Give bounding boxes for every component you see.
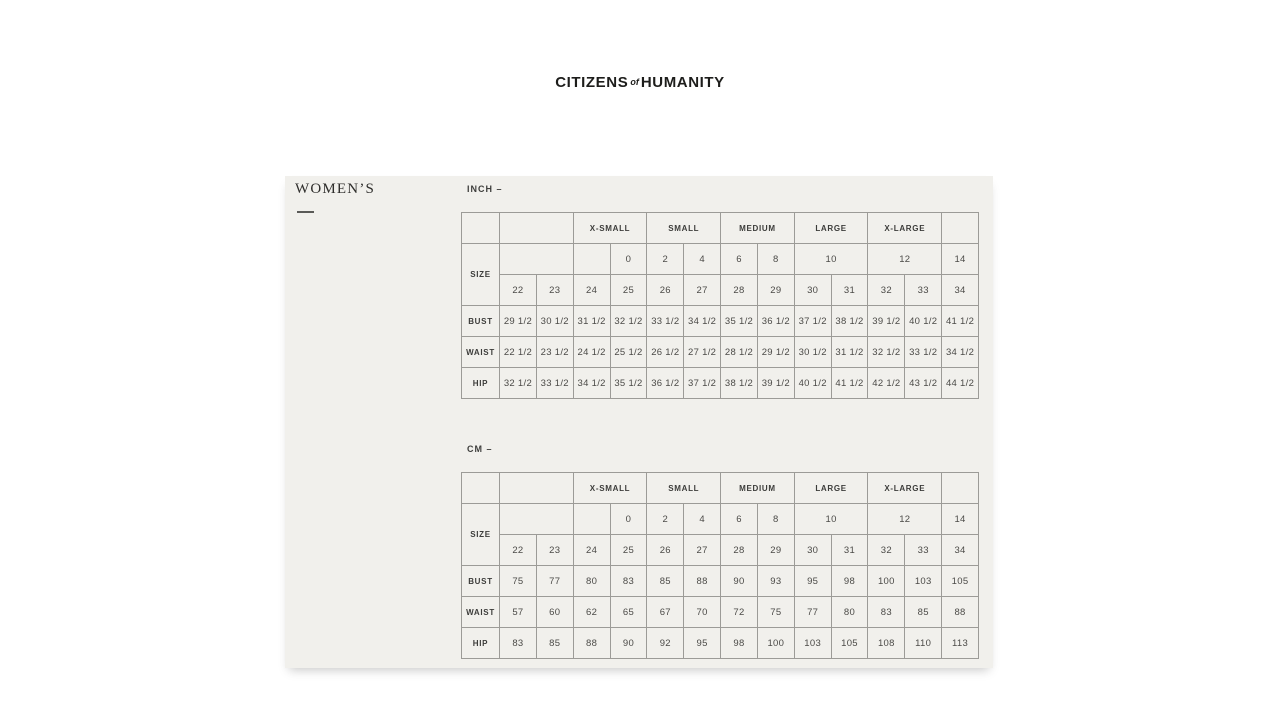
waist-value-cell: 27 1/2 [684,337,721,368]
hip-value-cell: 90 [610,628,647,659]
numeric-size-cell: 0 [610,244,647,275]
numeric-size-cell: 14 [942,244,979,275]
waist-label-cell: WAIST [462,597,500,628]
letter-size-cell: 31 [831,535,868,566]
group-header-x-large: X-LARGE [868,473,942,504]
bust-value-cell: 75 [500,566,537,597]
waist-value-cell: 33 1/2 [905,337,942,368]
hip-value-cell: 105 [831,628,868,659]
group-empty-left-cell [500,213,574,244]
hip-row [462,368,979,399]
waist-value-cell: 23 1/2 [536,337,573,368]
waist-value-cell: 77 [794,597,831,628]
letter-size-cell: 24 [573,275,610,306]
bust-value-cell: 40 1/2 [905,306,942,337]
size-label-cell: SIZE [462,244,500,306]
hip-value-cell: 108 [868,628,905,659]
numeric-size-cell: 4 [684,244,721,275]
group-header-x-small: X-SMALL [573,213,647,244]
hip-value-cell: 42 1/2 [868,368,905,399]
bust-value-cell: 36 1/2 [757,306,794,337]
cm-chart-block [461,444,979,659]
letter-size-cell: 33 [905,535,942,566]
letter-size-cell: 24 [573,535,610,566]
numeric-size-cell: 10 [794,504,868,535]
inch-unit-label: INCH – [467,184,503,194]
bust-value-cell: 90 [721,566,758,597]
waist-value-cell: 24 1/2 [573,337,610,368]
waist-value-cell: 67 [647,597,684,628]
hip-label-cell: HIP [462,368,500,399]
bust-value-cell: 85 [647,566,684,597]
waist-value-cell: 83 [868,597,905,628]
waist-value-cell: 60 [536,597,573,628]
group-header-x-large: X-LARGE [868,213,942,244]
hip-value-cell: 113 [942,628,979,659]
group-empty-left-cell [500,473,574,504]
bust-value-cell: 32 1/2 [610,306,647,337]
bust-value-cell: 77 [536,566,573,597]
logo-of-text: of [630,77,639,87]
letter-size-cell: 29 [757,535,794,566]
numeric-size-cell: 8 [757,244,794,275]
letter-size-row [462,275,979,306]
bust-value-cell: 37 1/2 [794,306,831,337]
numeric-size-cell: 2 [647,504,684,535]
waist-value-cell: 62 [573,597,610,628]
numeric-size-cell: 14 [942,504,979,535]
inch-table-mount [461,212,979,399]
hip-value-cell: 103 [794,628,831,659]
hip-value-cell: 34 1/2 [573,368,610,399]
bust-value-cell: 93 [757,566,794,597]
size-label-cell: SIZE [462,504,500,566]
waist-value-cell: 75 [757,597,794,628]
letter-size-cell: 23 [536,275,573,306]
bust-value-cell: 105 [942,566,979,597]
waist-value-cell: 28 1/2 [721,337,758,368]
hip-value-cell: 32 1/2 [500,368,537,399]
numeric-size-cell: 12 [868,244,942,275]
sidebar-item-womens[interactable]: WOMEN’S [295,181,376,197]
group-header-medium: MEDIUM [721,473,795,504]
waist-value-cell: 88 [942,597,979,628]
hip-value-cell: 95 [684,628,721,659]
hip-value-cell: 41 1/2 [831,368,868,399]
bust-value-cell: 38 1/2 [831,306,868,337]
bust-label-cell: BUST [462,306,500,337]
letter-size-cell: 34 [942,535,979,566]
hip-value-cell: 100 [757,628,794,659]
letter-size-row [462,535,979,566]
bust-value-cell: 100 [868,566,905,597]
bust-value-cell: 29 1/2 [500,306,537,337]
waist-value-cell: 72 [721,597,758,628]
bust-value-cell: 41 1/2 [942,306,979,337]
group-empty-right-cell [942,473,979,504]
waist-row [462,597,979,628]
logo-citizens-text: CITIZENS [555,74,629,91]
inch-size-table [461,212,979,399]
hip-value-cell: 39 1/2 [757,368,794,399]
letter-size-cell: 26 [647,535,684,566]
sidebar [295,181,375,213]
group-header-large: LARGE [794,213,868,244]
numeric-size-cell: 12 [868,504,942,535]
bust-value-cell: 30 1/2 [536,306,573,337]
bust-value-cell: 31 1/2 [573,306,610,337]
hip-value-cell: 85 [536,628,573,659]
hip-value-cell: 40 1/2 [794,368,831,399]
cm-size-table [461,472,979,659]
numeric-size-cell: 6 [721,504,758,535]
group-header-row [462,213,979,244]
bust-row [462,566,979,597]
letter-size-cell: 32 [868,275,905,306]
waist-value-cell: 57 [500,597,537,628]
hip-value-cell: 110 [905,628,942,659]
letter-size-cell: 32 [868,535,905,566]
waist-row [462,337,979,368]
numeric-size-cell [500,244,574,275]
charts-area [461,184,979,659]
hip-value-cell: 33 1/2 [536,368,573,399]
group-header-row [462,473,979,504]
hip-value-cell: 35 1/2 [610,368,647,399]
bust-value-cell: 83 [610,566,647,597]
letter-size-cell: 25 [610,275,647,306]
numeric-size-row [462,244,979,275]
waist-value-cell: 30 1/2 [794,337,831,368]
brand-logo [0,74,1280,92]
inch-chart-block [461,184,979,399]
hip-value-cell: 88 [573,628,610,659]
group-header-medium: MEDIUM [721,213,795,244]
hip-value-cell: 43 1/2 [905,368,942,399]
bust-value-cell: 95 [794,566,831,597]
numeric-size-cell [573,504,610,535]
waist-value-cell: 25 1/2 [610,337,647,368]
bust-value-cell: 98 [831,566,868,597]
letter-size-cell: 30 [794,275,831,306]
bust-value-cell: 88 [684,566,721,597]
hip-value-cell: 44 1/2 [942,368,979,399]
waist-value-cell: 32 1/2 [868,337,905,368]
numeric-size-row [462,504,979,535]
numeric-size-cell: 4 [684,504,721,535]
letter-size-cell: 27 [684,535,721,566]
letter-size-cell: 26 [647,275,684,306]
letter-size-cell: 29 [757,275,794,306]
hip-value-cell: 92 [647,628,684,659]
letter-size-cell: 31 [831,275,868,306]
waist-value-cell: 29 1/2 [757,337,794,368]
waist-value-cell: 22 1/2 [500,337,537,368]
waist-value-cell: 85 [905,597,942,628]
letter-size-cell: 33 [905,275,942,306]
numeric-size-cell [500,504,574,535]
bust-value-cell: 33 1/2 [647,306,684,337]
hip-value-cell: 37 1/2 [684,368,721,399]
numeric-size-cell: 8 [757,504,794,535]
waist-value-cell: 26 1/2 [647,337,684,368]
title-underline-dash [297,211,314,213]
waist-value-cell: 65 [610,597,647,628]
hip-label-cell: HIP [462,628,500,659]
bust-value-cell: 35 1/2 [721,306,758,337]
corner-cell [462,213,500,244]
waist-label-cell: WAIST [462,337,500,368]
bust-row [462,306,979,337]
bust-label-cell: BUST [462,566,500,597]
numeric-size-cell [573,244,610,275]
cm-table-mount [461,472,979,659]
numeric-size-cell: 6 [721,244,758,275]
hip-value-cell: 36 1/2 [647,368,684,399]
cm-unit-label: CM – [467,444,493,454]
bust-value-cell: 80 [573,566,610,597]
numeric-size-cell: 0 [610,504,647,535]
letter-size-cell: 34 [942,275,979,306]
group-header-large: LARGE [794,473,868,504]
numeric-size-cell: 2 [647,244,684,275]
letter-size-cell: 25 [610,535,647,566]
size-chart-panel [285,176,993,668]
bust-value-cell: 39 1/2 [868,306,905,337]
bust-value-cell: 103 [905,566,942,597]
numeric-size-cell: 10 [794,244,868,275]
hip-value-cell: 83 [500,628,537,659]
bust-value-cell: 34 1/2 [684,306,721,337]
hip-value-cell: 38 1/2 [721,368,758,399]
waist-value-cell: 34 1/2 [942,337,979,368]
letter-size-cell: 23 [536,535,573,566]
letter-size-cell: 27 [684,275,721,306]
letter-size-cell: 22 [500,535,537,566]
group-header-small: SMALL [647,213,721,244]
waist-value-cell: 80 [831,597,868,628]
group-header-x-small: X-SMALL [573,473,647,504]
corner-cell [462,473,500,504]
waist-value-cell: 70 [684,597,721,628]
group-header-small: SMALL [647,473,721,504]
logo-humanity-text: HUMANITY [640,74,725,91]
group-empty-right-cell [942,213,979,244]
letter-size-cell: 28 [721,275,758,306]
hip-row [462,628,979,659]
letter-size-cell: 28 [721,535,758,566]
letter-size-cell: 22 [500,275,537,306]
letter-size-cell: 30 [794,535,831,566]
hip-value-cell: 98 [721,628,758,659]
waist-value-cell: 31 1/2 [831,337,868,368]
